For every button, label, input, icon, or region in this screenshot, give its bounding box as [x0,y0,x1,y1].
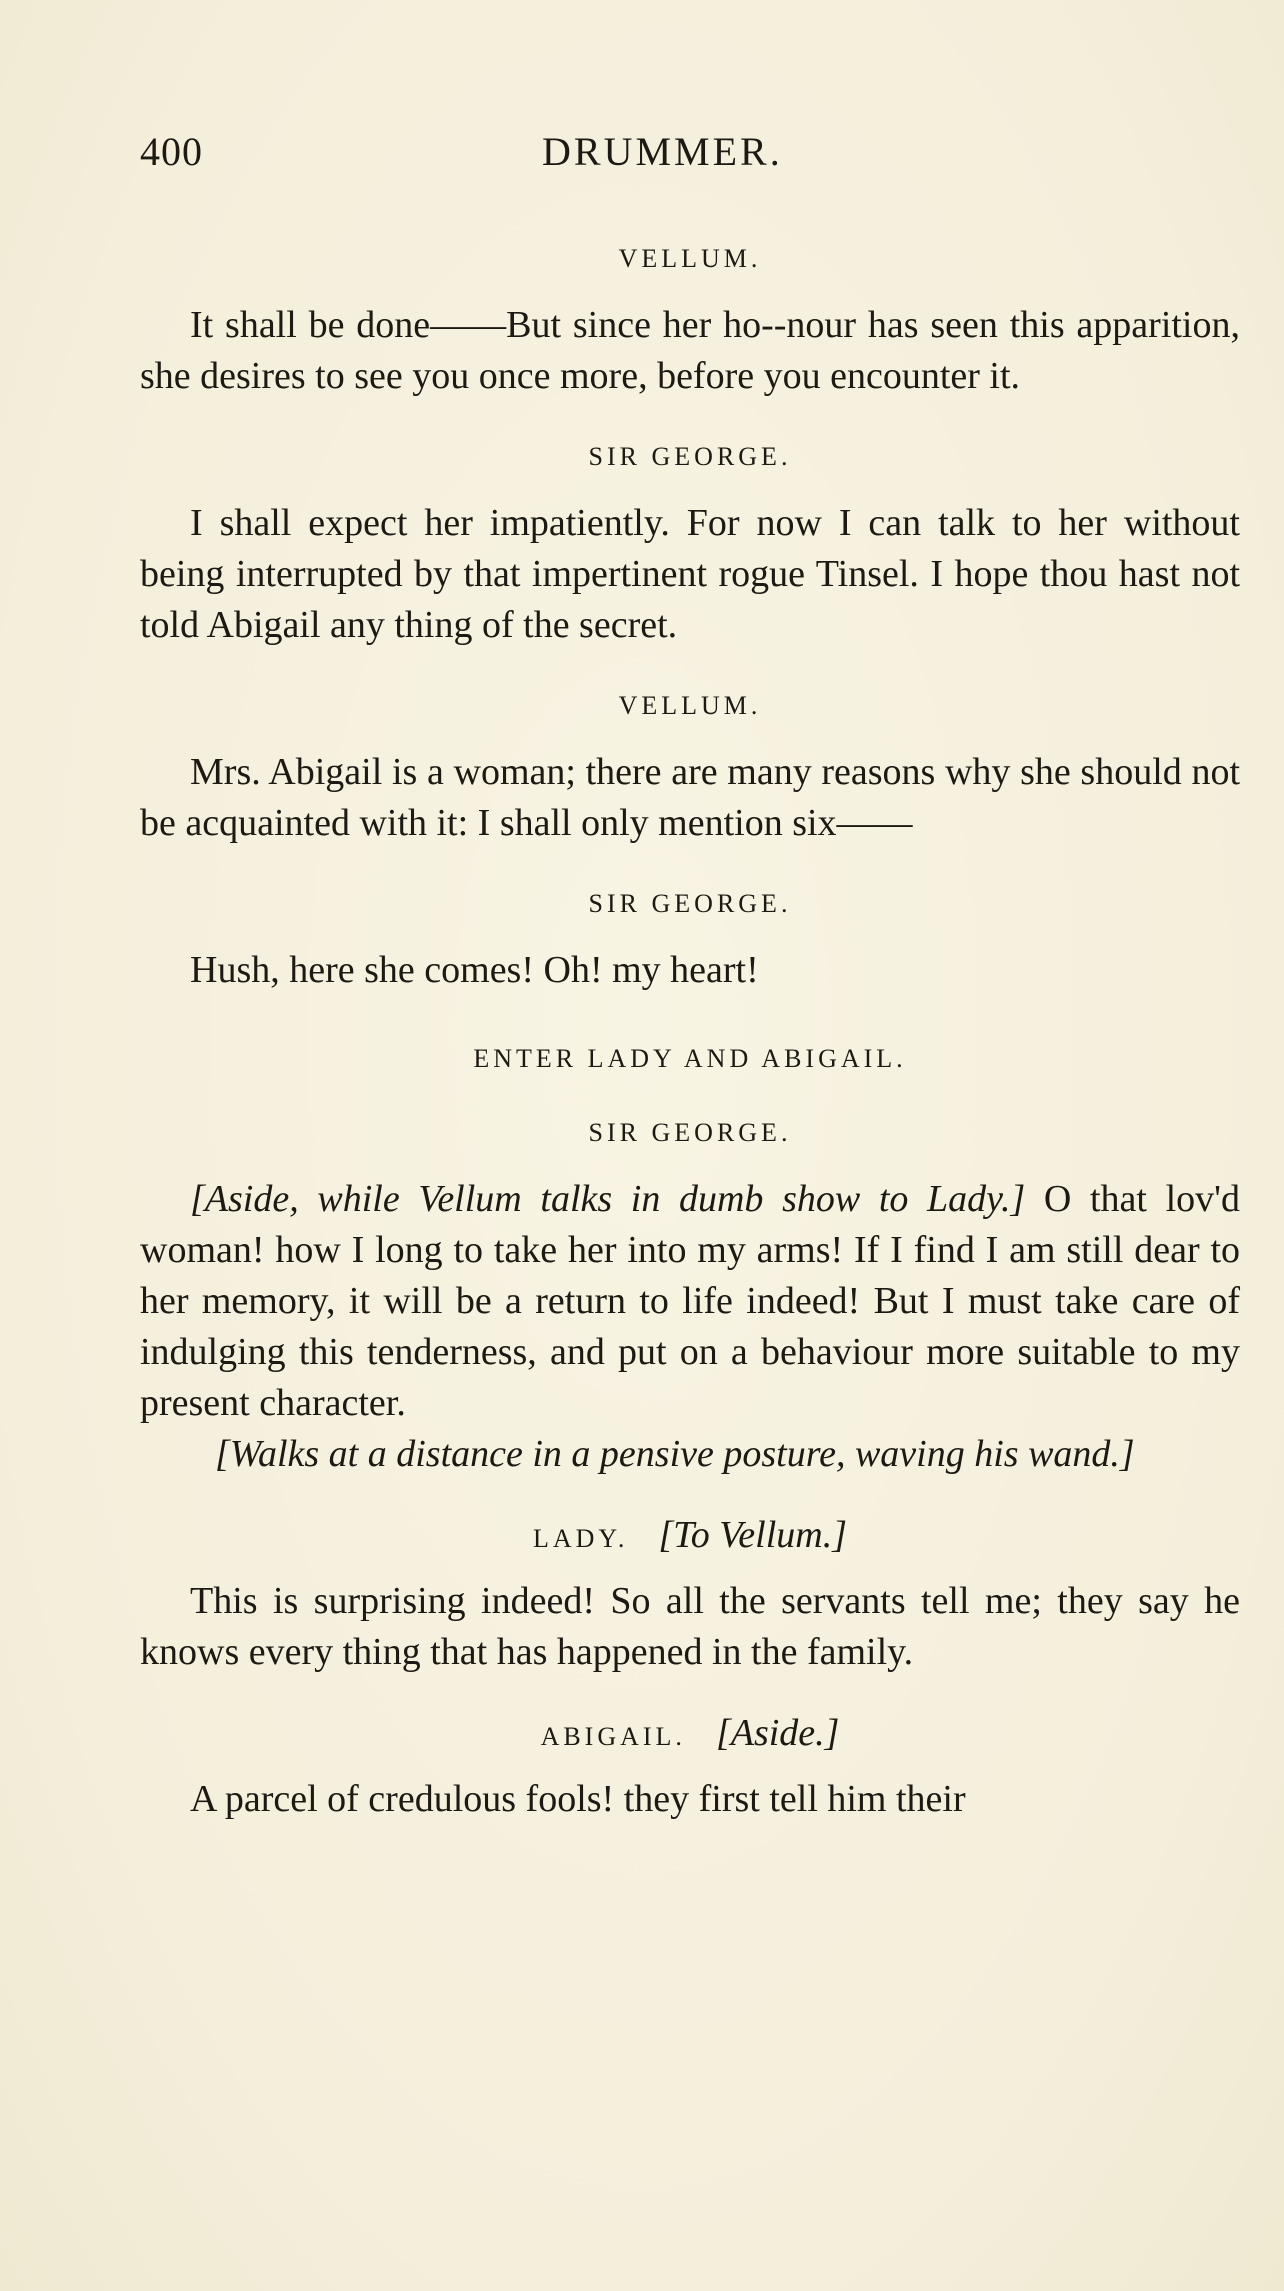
stage-direction: [To Vellum.] [658,1514,847,1556]
running-title: DRUMMER. [542,129,783,174]
speaker-line [140,1714,1240,1752]
dialogue-text: A parcel of credulous fools! they first tell him their [190,1778,966,1820]
speaker-name: SIR GEORGE. [588,442,792,471]
stage-direction: [Walks at a distance in a pensive posture, waving his wand.] [215,1433,1135,1475]
dialogue-text: It shall be done——But since her ho--nour has seen this apparition, she desires to see you once more, before you encounter it. [140,304,1240,397]
dialogue-block [140,1174,1240,1429]
stage-direction: [Aside.] [715,1712,840,1754]
stage-heading: ENTER LADY AND ABIGAIL. [473,1044,907,1073]
page-number: 400 [140,129,203,174]
speaker-name: SIR GEORGE. [588,1118,792,1147]
page-body [140,240,1240,1825]
dialogue-text: This is surprising indeed! So all the servants tell me; they say he knows every thing that has happened in the family. [140,1580,1240,1673]
speaker-name: VELLUM. [618,691,762,720]
dialogue-text: Mrs. Abigail is a woman; there are many reasons why she should not be acquainted with it: I shall only mention six—— [140,751,1240,844]
speaker-name: VELLUM. [618,244,762,273]
dialogue-text: Hush, here she comes! Oh! my heart! [190,949,759,991]
speaker-name: LADY. [532,1524,629,1553]
speaker-line [140,1516,1240,1554]
speaker-name: SIR GEORGE. [588,889,792,918]
dialogue-text: O that lov'd woman! how I long to take her into my arms! If I find I am still dear to her memory, it will be a return to life indeed! But I must take care of indulging this tenderness, and put on a behaviour more suitable to my present character. [140,1178,1240,1424]
dialogue-text: I shall expect her impatiently. For now I can talk to her without being interrupted by that impertinent rogue Tinsel. I hope thou hast not told Abigail any thing of the secret. [140,502,1240,646]
stage-direction: [Aside, while Vellum talks in dumb show to Lady.] [190,1178,1026,1220]
page-header [140,128,1140,188]
speaker-name: ABIGAIL. [540,1722,686,1751]
